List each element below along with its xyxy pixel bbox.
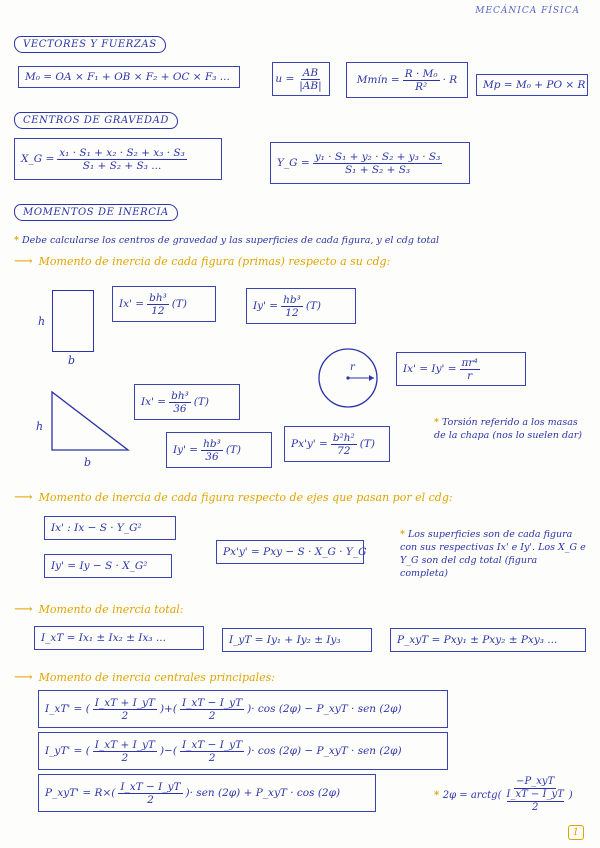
step-propio-text: Momento de inercia de cada figura (primas) respecto a su cdg: [38,255,391,268]
principal-ixt: I_xT' = ( $\frac{I\_xT + I\_yT}{2}$ ) + ( $\frac{I\_xT - I\_yT}{2}$ ) · cos (2φ) − P_xyT · sen (2φ) [38,690,448,728]
formula-xg-lhs: X_G = [21,153,55,165]
principal-ixt-a-den: 2 [121,709,129,722]
triangle-figure [50,390,132,454]
triangle-pxy-tag: (T) [359,438,375,450]
circle-ixy-lhs: Ix' = Iy' = [403,363,457,375]
triangle-h-label: h [36,420,44,433]
formula-mo-text: M₀ = OA × F₁ + OB × F₂ + OC × F₃ ... [25,71,230,83]
triangle-ix-tag: (T) [193,396,209,408]
triangle-iy-tag: (T) [225,444,242,456]
step-total-text: Momento de inercia total: [38,603,184,616]
principal-iyt-tail: · cos (2φ) − P_xyT · sen (2φ) [251,745,402,757]
principal-pxyt-tail: · sen (2φ) + P_xyT · cos (2φ) [189,787,341,799]
circle-figure [316,346,380,410]
principal-pxyt-den: 2 [147,793,154,806]
parallel-iy [44,554,172,578]
principal-ixt-op: + [164,703,173,715]
parallel-iy-text: Iy' = Iy − S · X_G² [51,560,148,572]
triangle-ix-den: 36 [173,402,187,415]
formula-u-num: AB [302,66,319,79]
formula-xg-den: S₁ + S₂ + S₃ ... [82,159,162,172]
rect-h-label: h [38,315,46,328]
rectangle-figure [52,290,94,352]
total-ixt-text: I_xT = Ix₁ ± Ix₂ ± Ix₃ ... [41,632,166,644]
triangle-b-label: b [84,456,92,469]
formula-yg [270,142,470,184]
formula-mmin-den: R² [415,80,428,93]
circle-ixy [396,352,526,386]
triangle-iy-num: hb³ [203,437,221,450]
total-pxyt [390,628,586,652]
formula-mmin-num: R · M₀ [404,67,438,80]
triangle-iy-lhs: Iy' = [173,444,199,456]
formula-u-den: |AB| [299,79,322,92]
asterisk-icon: * [434,417,439,428]
principal-iyt-lhs: I_yT' = [45,745,83,757]
asterisk-icon: * [14,235,19,246]
rect-ix-den: 12 [151,304,165,317]
step-ejes [14,490,453,505]
formula-u [272,62,330,96]
triangle-ix-num: bh³ [171,389,189,402]
formula-xg [14,138,222,180]
triangle-pxy-den: 72 [337,444,351,457]
principal-pxyt-pre: R× [94,787,112,799]
rect-ix [112,286,216,322]
rect-ix-lhs: Ix' = [119,298,145,310]
note-angulo-den-den: 2 [531,802,539,813]
note-torsion [434,416,582,442]
formula-yg-num: y₁ · S₁ + y₂ · S₂ + y₃ · S₃ [314,150,441,163]
parallel-ix-text: Ix' : Ix − S · Y_G² [51,522,142,534]
triangle-pxy-num: b²h² [332,431,355,444]
circle-ixy-num: πr⁴ [461,356,478,369]
principal-iyt-b-num: I_xT − I_yT [181,738,243,751]
formula-u-lhs: u = [275,73,295,85]
arrow-right-icon: ⟶ [14,254,33,269]
total-ixt [34,626,204,650]
arrow-right-icon: ⟶ [14,602,33,617]
principal-ixt-b-den: 2 [208,709,216,722]
note-superficies [400,528,586,580]
parallel-pxy [216,540,367,564]
total-iyt [222,628,372,652]
formula-mp [476,74,588,96]
circle-ixy-den: r [467,369,473,382]
section-vectores: VECTORES Y FUERZAS [14,36,166,53]
total-iyt-text: I_yT = Iy₁ + Iy₂ ± Iy₃ [229,634,341,646]
arrow-right-icon: ⟶ [14,670,33,685]
parallel-ix [44,516,176,540]
rect-b-label: b [68,354,76,367]
note-angulo-den-num: I_xT − I_yT [506,789,564,800]
principal-ixt-b-num: I_xT − I_yT [181,696,243,709]
principal-ixt-a-num: I_xT + I_yT [94,696,155,709]
note-angulo-num: −P_xyT [516,776,555,787]
formula-mo [18,66,240,88]
section-momentos: MOMENTOS DE INERCIA [14,204,178,221]
triangle-ix-lhs: Ix' = [141,396,167,408]
formula-mp-text: Mp = M₀ + PO × R [483,79,586,91]
principal-iyt-b-den: 2 [208,751,216,764]
step-propio [14,254,390,269]
rect-iy-den: 12 [285,306,299,319]
step-ejes-text: Momento de inercia de cada figura respecto de ejes que pasan por el cdg: [38,491,453,504]
note-cdg-text: Debe calcularse los centros de gravedad y las superficies de cada figura, y el cdg total [22,235,440,246]
total-pxyt-text: P_xyT = Pxy₁ ± Pxy₂ ± Pxy₃ ... [397,634,558,646]
rect-iy-num: hb³ [283,293,301,306]
principal-ixt-lhs: I_xT' = [45,703,83,715]
formula-mmin [346,62,468,98]
step-total [14,602,184,617]
principal-pxyt: P_xyT' = R× ( $\frac{I\_xT - I\_yT}{2}$ ) · sen (2φ) + P_xyT · cos (2φ) [38,774,376,812]
note-cdg [14,234,590,247]
triangle-iy-den: 36 [205,450,219,463]
circle-r-label: r [350,362,355,373]
formula-xg-num: x₁ · S₁ + x₂ · S₂ + x₃ · S₃ [59,146,185,159]
principal-iyt: I_yT' = ( $\frac{I\_xT + I\_yT}{2}$ ) − ( $\frac{I\_xT - I\_yT}{2}$ ) · cos (2φ) − P_xyT · sen (2φ) [38,732,448,770]
note-superficies-text: Los superficies son de cada figura con sus respectivas Ix' e Iy'. Los X_G e Y_G son del cdg total (figura completa) [400,529,586,579]
rect-iy [246,288,356,324]
note-angulo: * 2φ = arctg ( $\frac{\text{−P\_xyT}}{\frac{I\_xT - I\_yT}{2}}$ ) [434,776,573,813]
triangle-pxy [284,426,390,462]
formula-yg-den: S₁ + S₂ + S₃ [344,163,411,176]
rect-ix-num: bh³ [149,291,167,304]
formula-mmin-lhs: Mmín = [356,74,400,86]
rect-iy-tag: (T) [305,300,322,312]
arrow-right-icon: ⟶ [14,490,33,505]
principal-iyt-op: − [164,745,173,757]
triangle-pxy-lhs: Px'y' = [291,438,328,450]
principal-iyt-a-num: I_xT + I_yT [94,738,155,751]
principal-pxyt-lhs: P_xyT' = [45,787,92,799]
step-principales [14,670,275,685]
section-centros: CENTROS DE GRAVEDAD [14,112,178,129]
step-principales-text: Momento de inercia centrales principales: [38,671,275,684]
triangle-ix [134,384,240,420]
asterisk-icon: * [434,789,443,801]
triangle-iy [166,432,272,468]
page-header: MECÁNICA FÍSICA [475,6,580,16]
asterisk-icon: * [400,529,405,540]
principal-ixt-tail: · cos (2φ) − P_xyT · sen (2φ) [251,703,402,715]
formula-yg-lhs: Y_G = [277,157,310,169]
rect-ix-tag: (T) [171,298,187,310]
note-angulo-lhs: 2φ = arctg [442,789,498,801]
rect-iy-lhs: Iy' = [253,300,279,312]
principal-iyt-a-den: 2 [121,751,129,764]
note-torsion-text: Torsión referido a los masas de la chapa (nos lo suelen dar) [434,417,582,441]
parallel-pxy-text: Px'y' = Pxy − S · X_G · Y_G [223,546,367,558]
page-number: 1 [568,825,584,840]
formula-mmin-rhs: · R [442,74,458,86]
principal-pxyt-num: I_xT − I_yT [120,780,181,793]
